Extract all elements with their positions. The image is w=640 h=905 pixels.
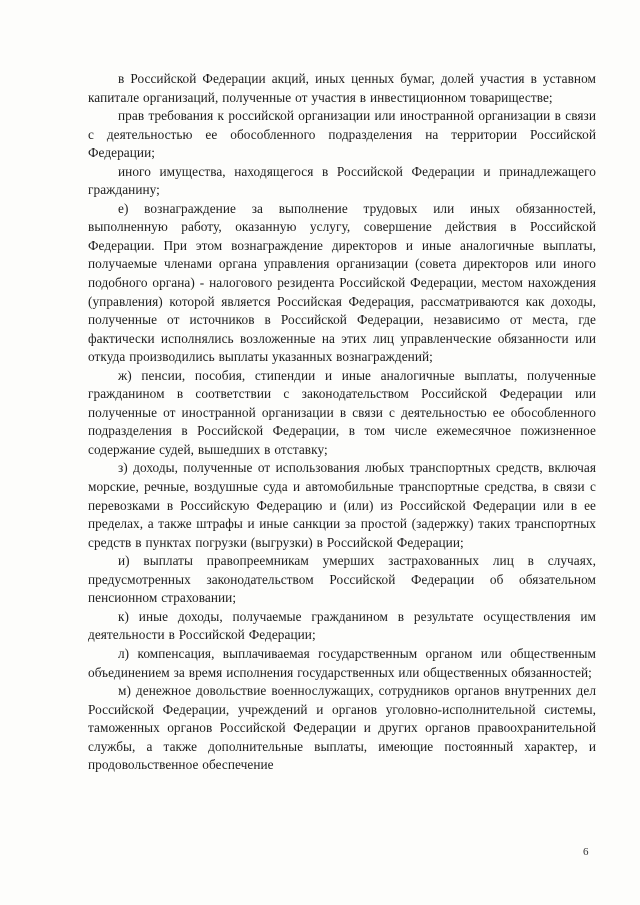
paragraph: л) компенсация, выплачиваемая государственным органом или общественным объединением за время исполнения государственных или общественных обязанностей; — [88, 645, 596, 680]
body-text — [88, 70, 596, 775]
paragraph: прав требования к российской организации или иностранной организации в связи с деятельностью ее обособленного подразделения на территории Российской Федерации; — [88, 108, 596, 161]
paragraph: з) доходы, полученные от использования любых транспортных средств, включая морские, речные, воздушные суда и автомобильные транспортные средства, в связи с перевозками в Российскую Федерацию и (или) из Российской Федерации или в ее пределах, а также штрафы и иные санкции за простой (задержку) таких транспортных средств в пунктах погрузки (выгрузки) в Российской Федерации; — [88, 460, 596, 550]
paragraph: к) иные доходы, получаемые гражданином в результате осуществления им деятельности в Российской Федерации; — [88, 608, 596, 643]
paragraph: м) денежное довольствие военнослужащих, сотрудников органов внутренних дел Российской Федерации, учреждений и органов уголовно-исполнительной системы, таможенных органов Российской Федерации и других органов правоохранительной службы, а также дополнительные выплаты, имеющие постоянный характер, и продовольственное обеспечение — [88, 683, 596, 773]
paragraph: ж) пенсии, пособия, стипендии и иные аналогичные выплаты, полученные гражданином в соответствии с законодательством Российской Федерации или полученные от иностранной организации в связи с деятельностью ее обособленного подразделения в Российской Федерации, в том числе ежемесячное пожизненное содержание судей, вышедших в отставку; — [88, 367, 596, 457]
paragraph: иного имущества, находящегося в Российской Федерации и принадлежащего гражданину; — [88, 163, 596, 198]
paragraph: и) выплаты правопреемникам умерших застрахованных лиц в случаях, предусмотренных законодательством Российской Федерации об обязательном пенсионном страховании; — [88, 553, 596, 606]
paragraph: в Российской Федерации акций, иных ценных бумаг, долей участия в уставном капитале организаций, полученные от участия в инвестиционном товариществе; — [88, 71, 596, 105]
paragraph: е) вознаграждение за выполнение трудовых или иных обязанностей, выполненную работу, оказанную услугу, совершение действия в Российской Федерации. При этом вознаграждение директоров и иные аналогичные выплаты, получаемые членами органа управления организации (совета директоров или иного подобного органа) - налогового резидента Российской Федерации, местом нахождения (управления) которой является Российская Федерация, рассматриваются как доходы, полученные от источников в Российской Федерации, независимо от места, где фактически исполнялись возложенные на этих лиц управленческие обязанности или откуда производились выплаты указанных вознаграждений; — [88, 200, 596, 365]
page-number: 6 — [583, 846, 589, 858]
